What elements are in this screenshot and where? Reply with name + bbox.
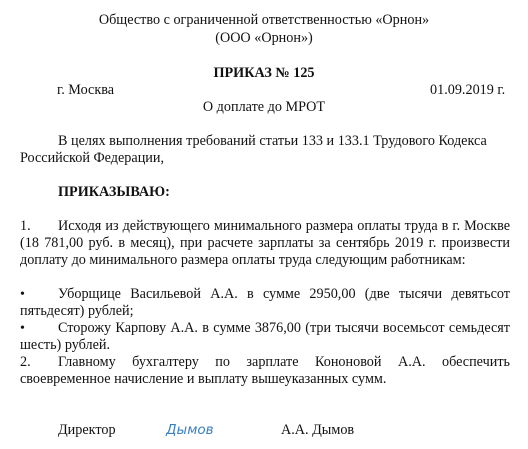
director-name: А.А. Дымов [281,422,355,438]
item-text: Главному бухгалтеру по зарплате Кононовой А.А. обеспечить своевременное начисление и выплату вышеуказанных сумм. [20,354,510,387]
bullet-marker: • [20,321,25,336]
director-position: Директор [58,422,116,438]
bullet-marker: • [20,287,25,302]
order-subject: О доплате до МРОТ [202,99,326,115]
organization-short-name: (ООО «Орнон») [215,30,313,46]
order-date: 01.09.2019 г. [430,82,506,98]
bullet-text: Уборщице Васильевой А.А. в сумме 2950,00 (две тысячи девятьсот пятьдесят) рублей; [20,286,510,319]
bullet-text: Сторожу Карпову А.А. в сумме 3876,00 (три тысячи восемьсот семьдесят шесть) рублей. [20,320,510,353]
item-number: 2. [20,354,31,370]
preamble-line-1: В целях выполнения требований статьи 133 и 133.1 Трудового Кодекса [58,133,487,149]
preamble-line-2: Российской Федерации, [20,150,165,166]
order-directive: ПРИКАЗЫВАЮ: [58,184,170,200]
order-city: г. Москва [57,82,115,98]
item-number: 1. [20,218,31,234]
organization-name: Общество с ограниченной ответственностью «Орнон» [98,12,430,28]
item-text: Исходя из действующего минимального размера оплаты труда в г. Москве (18 781,00 руб. в месяц), при расчете зарплаты за сентябрь 2019 г. произвести доплату до минимального размера оплаты труда следующим работникам: [20,218,510,268]
director-signature: Дымов [166,422,214,438]
order-title: ПРИКАЗ № 125 [213,65,315,81]
